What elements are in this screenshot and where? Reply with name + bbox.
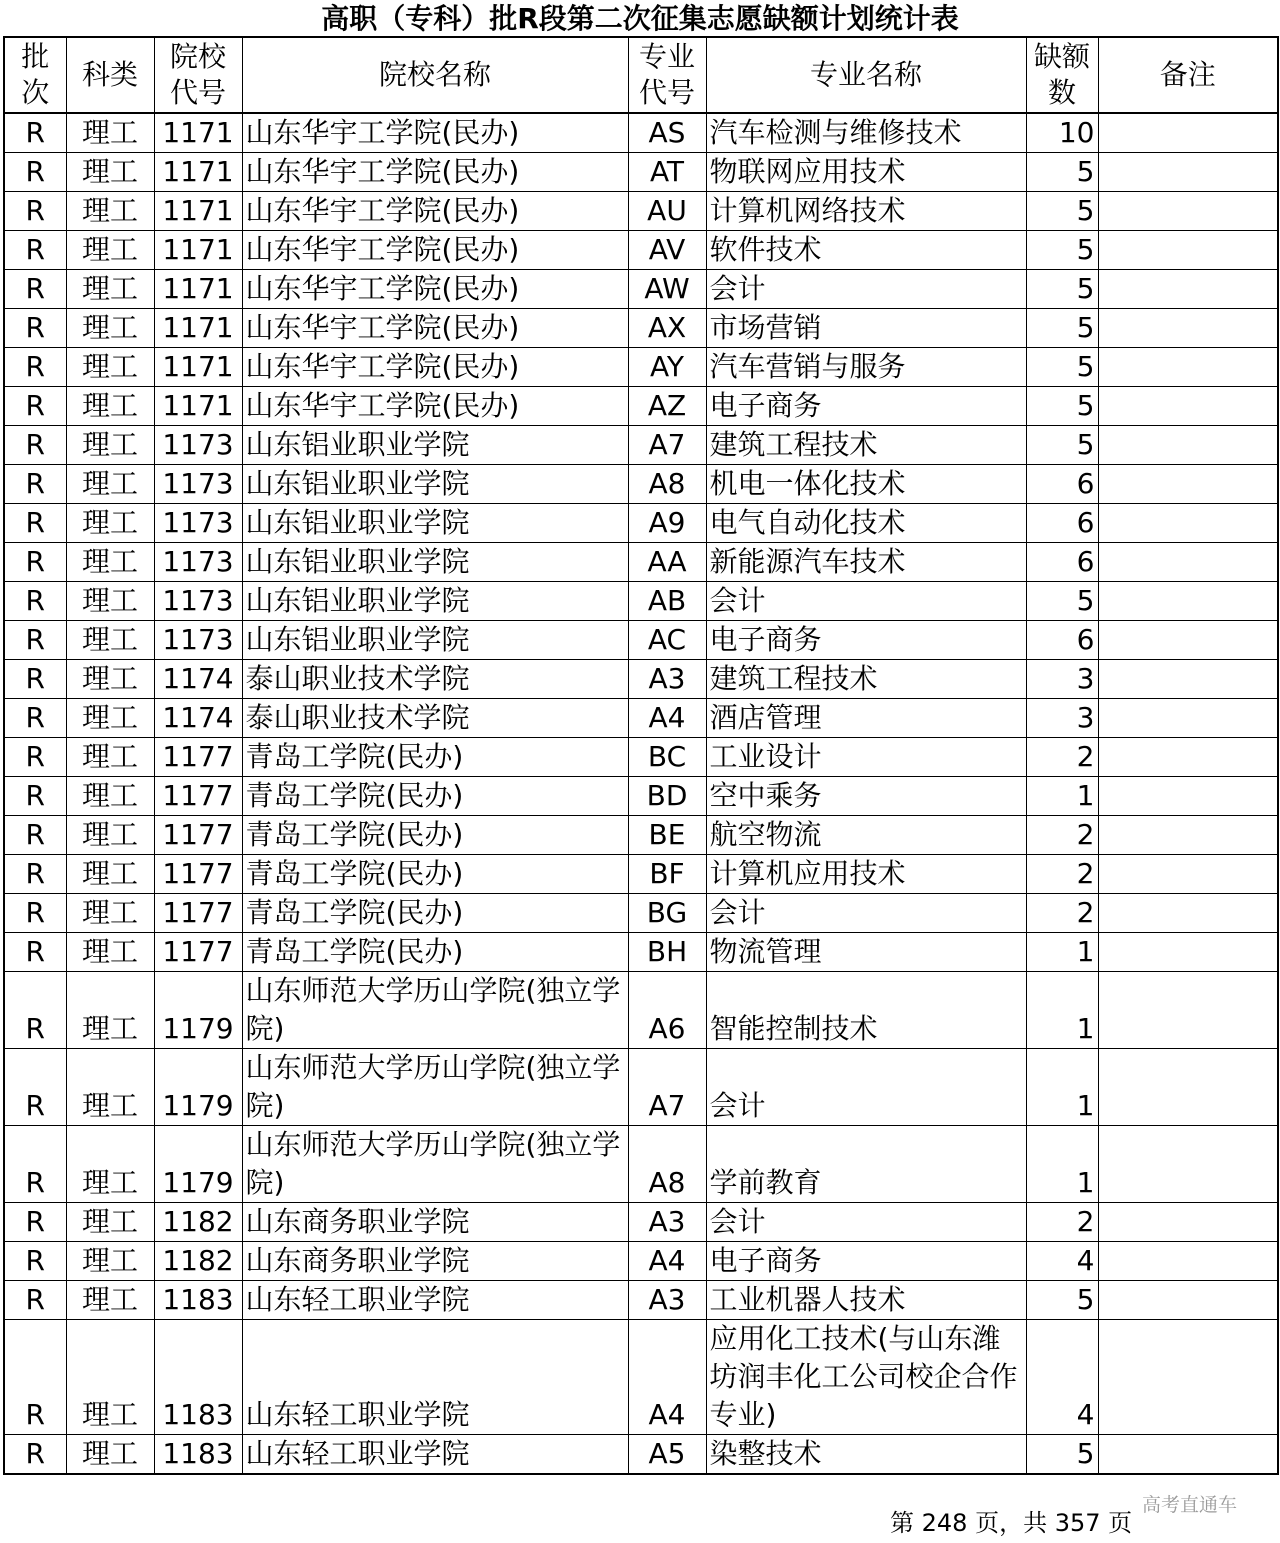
cell-batch: R <box>4 465 66 504</box>
cell-batch: R <box>4 1049 66 1126</box>
cell-major-code: AY <box>628 348 706 387</box>
cell-major-name: 电子商务 <box>706 387 1026 426</box>
cell-major-name: 会计 <box>706 1049 1026 1126</box>
cell-school-code: 1173 <box>154 504 242 543</box>
table-row <box>4 348 1278 387</box>
cell-school-name: 山东铝业职业学院 <box>242 426 628 465</box>
cell-major-code: AU <box>628 192 706 231</box>
cell-category: 理工 <box>66 1049 154 1126</box>
cell-major-code: AS <box>628 113 706 153</box>
cell-vacancies: 5 <box>1026 1281 1098 1320</box>
cell-vacancies: 6 <box>1026 504 1098 543</box>
cell-category: 理工 <box>66 660 154 699</box>
header-remarks: 备注 <box>1098 37 1278 113</box>
cell-batch: R <box>4 894 66 933</box>
cell-major-code: AW <box>628 270 706 309</box>
table-row <box>4 231 1278 270</box>
cell-school-code: 1171 <box>154 192 242 231</box>
cell-major-code: AX <box>628 309 706 348</box>
cell-vacancies: 5 <box>1026 231 1098 270</box>
cell-category: 理工 <box>66 309 154 348</box>
cell-vacancies: 5 <box>1026 309 1098 348</box>
cell-school-code: 1177 <box>154 738 242 777</box>
cell-remarks <box>1098 426 1278 465</box>
cell-category: 理工 <box>66 777 154 816</box>
table-row <box>4 1126 1278 1203</box>
cell-major-name: 汽车营销与服务 <box>706 348 1026 387</box>
cell-major-name: 空中乘务 <box>706 777 1026 816</box>
cell-batch: R <box>4 582 66 621</box>
cell-school-code: 1171 <box>154 348 242 387</box>
cell-vacancies: 1 <box>1026 972 1098 1049</box>
cell-major-code: A4 <box>628 1320 706 1435</box>
cell-batch: R <box>4 231 66 270</box>
cell-school-name: 泰山职业技术学院 <box>242 660 628 699</box>
table-body <box>4 113 1278 1474</box>
cell-remarks <box>1098 1203 1278 1242</box>
cell-major-name: 建筑工程技术 <box>706 426 1026 465</box>
cell-batch: R <box>4 504 66 543</box>
cell-major-name: 机电一体化技术 <box>706 465 1026 504</box>
cell-school-name: 山东轻工职业学院 <box>242 1320 628 1435</box>
cell-remarks <box>1098 465 1278 504</box>
cell-school-name: 山东轻工职业学院 <box>242 1435 628 1475</box>
cell-category: 理工 <box>66 933 154 972</box>
cell-remarks <box>1098 192 1278 231</box>
table-row <box>4 972 1278 1049</box>
cell-school-code: 1171 <box>154 309 242 348</box>
cell-vacancies: 2 <box>1026 894 1098 933</box>
cell-school-name: 山东铝业职业学院 <box>242 621 628 660</box>
cell-vacancies: 2 <box>1026 816 1098 855</box>
cell-major-name: 航空物流 <box>706 816 1026 855</box>
cell-major-name: 智能控制技术 <box>706 972 1026 1049</box>
table-row <box>4 270 1278 309</box>
cell-school-code: 1177 <box>154 777 242 816</box>
cell-school-name: 山东铝业职业学院 <box>242 465 628 504</box>
cell-remarks <box>1098 777 1278 816</box>
cell-major-code: AV <box>628 231 706 270</box>
cell-remarks <box>1098 621 1278 660</box>
cell-school-code: 1173 <box>154 621 242 660</box>
cell-school-name: 山东师范大学历山学院(独立学院) <box>242 1049 628 1126</box>
cell-major-code: A3 <box>628 1281 706 1320</box>
cell-school-name: 山东华宇工学院(民办) <box>242 309 628 348</box>
cell-major-name: 物联网应用技术 <box>706 153 1026 192</box>
cell-remarks <box>1098 816 1278 855</box>
cell-category: 理工 <box>66 153 154 192</box>
cell-vacancies: 2 <box>1026 738 1098 777</box>
table-row <box>4 1242 1278 1281</box>
cell-school-name: 山东商务职业学院 <box>242 1203 628 1242</box>
cell-batch: R <box>4 699 66 738</box>
cell-major-name: 计算机应用技术 <box>706 855 1026 894</box>
cell-batch: R <box>4 1203 66 1242</box>
cell-major-name: 市场营销 <box>706 309 1026 348</box>
cell-major-code: A8 <box>628 1126 706 1203</box>
cell-batch: R <box>4 816 66 855</box>
cell-vacancies: 10 <box>1026 113 1098 153</box>
table-row <box>4 621 1278 660</box>
cell-school-code: 1182 <box>154 1242 242 1281</box>
cell-major-name: 工业设计 <box>706 738 1026 777</box>
cell-school-name: 山东华宇工学院(民办) <box>242 348 628 387</box>
cell-major-code: BE <box>628 816 706 855</box>
cell-batch: R <box>4 348 66 387</box>
cell-major-name: 会计 <box>706 1203 1026 1242</box>
table-row <box>4 777 1278 816</box>
cell-vacancies: 5 <box>1026 426 1098 465</box>
cell-remarks <box>1098 1435 1278 1475</box>
cell-category: 理工 <box>66 543 154 582</box>
cell-batch: R <box>4 387 66 426</box>
table-row <box>4 894 1278 933</box>
cell-category: 理工 <box>66 1203 154 1242</box>
cell-remarks <box>1098 1281 1278 1320</box>
cell-batch: R <box>4 1320 66 1435</box>
cell-category: 理工 <box>66 192 154 231</box>
table-row <box>4 1049 1278 1126</box>
cell-category: 理工 <box>66 699 154 738</box>
cell-school-code: 1173 <box>154 426 242 465</box>
cell-category: 理工 <box>66 387 154 426</box>
cell-major-code: A6 <box>628 972 706 1049</box>
cell-vacancies: 6 <box>1026 543 1098 582</box>
table-row <box>4 192 1278 231</box>
cell-major-name: 会计 <box>706 582 1026 621</box>
cell-remarks <box>1098 972 1278 1049</box>
cell-vacancies: 5 <box>1026 582 1098 621</box>
cell-school-code: 1171 <box>154 387 242 426</box>
cell-school-code: 1177 <box>154 855 242 894</box>
cell-major-code: A3 <box>628 1203 706 1242</box>
cell-category: 理工 <box>66 426 154 465</box>
table-row <box>4 1203 1278 1242</box>
cell-category: 理工 <box>66 894 154 933</box>
table-row <box>4 699 1278 738</box>
cell-remarks <box>1098 543 1278 582</box>
cell-remarks <box>1098 387 1278 426</box>
cell-school-code: 1171 <box>154 113 242 153</box>
cell-major-code: BH <box>628 933 706 972</box>
cell-major-name: 电气自动化技术 <box>706 504 1026 543</box>
cell-vacancies: 4 <box>1026 1242 1098 1281</box>
cell-school-code: 1171 <box>154 231 242 270</box>
cell-school-code: 1171 <box>154 270 242 309</box>
cell-vacancies: 5 <box>1026 270 1098 309</box>
cell-vacancies: 5 <box>1026 153 1098 192</box>
cell-vacancies: 1 <box>1026 933 1098 972</box>
cell-vacancies: 6 <box>1026 465 1098 504</box>
header-row <box>4 37 1278 113</box>
table-row <box>4 660 1278 699</box>
cell-major-code: A7 <box>628 1049 706 1126</box>
cell-school-name: 山东华宇工学院(民办) <box>242 270 628 309</box>
cell-major-name: 酒店管理 <box>706 699 1026 738</box>
cell-batch: R <box>4 309 66 348</box>
cell-remarks <box>1098 582 1278 621</box>
cell-school-name: 山东铝业职业学院 <box>242 543 628 582</box>
header-major-name: 专业名称 <box>706 37 1026 113</box>
cell-major-code: A4 <box>628 1242 706 1281</box>
cell-school-name: 青岛工学院(民办) <box>242 816 628 855</box>
cell-category: 理工 <box>66 231 154 270</box>
cell-remarks <box>1098 348 1278 387</box>
cell-school-name: 山东轻工职业学院 <box>242 1281 628 1320</box>
cell-school-name: 泰山职业技术学院 <box>242 699 628 738</box>
cell-vacancies: 4 <box>1026 1320 1098 1435</box>
header-category: 科类 <box>66 37 154 113</box>
header-major-code: 专业代号 <box>628 37 706 113</box>
cell-major-name: 应用化工技术(与山东潍坊润丰化工公司校企合作专业) <box>706 1320 1026 1435</box>
cell-school-code: 1183 <box>154 1435 242 1475</box>
cell-major-code: AA <box>628 543 706 582</box>
table-row <box>4 738 1278 777</box>
cell-vacancies: 1 <box>1026 1126 1098 1203</box>
cell-major-code: A7 <box>628 426 706 465</box>
cell-batch: R <box>4 1281 66 1320</box>
cell-category: 理工 <box>66 582 154 621</box>
cell-school-code: 1179 <box>154 1049 242 1126</box>
cell-major-code: AB <box>628 582 706 621</box>
cell-batch: R <box>4 1435 66 1475</box>
cell-batch: R <box>4 426 66 465</box>
cell-major-code: A8 <box>628 465 706 504</box>
cell-vacancies: 5 <box>1026 348 1098 387</box>
cell-school-code: 1174 <box>154 699 242 738</box>
cell-category: 理工 <box>66 1320 154 1435</box>
cell-remarks <box>1098 894 1278 933</box>
cell-batch: R <box>4 777 66 816</box>
cell-vacancies: 2 <box>1026 855 1098 894</box>
page-number: 第 248 页，共 357 页 <box>890 1509 1133 1537</box>
cell-major-name: 新能源汽车技术 <box>706 543 1026 582</box>
cell-remarks <box>1098 270 1278 309</box>
cell-school-name: 山东华宇工学院(民办) <box>242 113 628 153</box>
cell-category: 理工 <box>66 504 154 543</box>
table-row <box>4 933 1278 972</box>
cell-major-code: AZ <box>628 387 706 426</box>
cell-school-name: 青岛工学院(民办) <box>242 933 628 972</box>
cell-remarks <box>1098 660 1278 699</box>
table-row <box>4 426 1278 465</box>
cell-school-name: 青岛工学院(民办) <box>242 738 628 777</box>
cell-batch: R <box>4 543 66 582</box>
cell-vacancies: 1 <box>1026 777 1098 816</box>
watermark-text: 高考直通车 <box>1142 1494 1238 1516</box>
cell-batch: R <box>4 153 66 192</box>
cell-school-code: 1173 <box>154 465 242 504</box>
cell-major-code: BF <box>628 855 706 894</box>
cell-major-code: A3 <box>628 660 706 699</box>
cell-school-name: 青岛工学院(民办) <box>242 894 628 933</box>
cell-major-name: 电子商务 <box>706 621 1026 660</box>
cell-batch: R <box>4 933 66 972</box>
cell-major-code: A9 <box>628 504 706 543</box>
cell-vacancies: 6 <box>1026 621 1098 660</box>
cell-vacancies: 3 <box>1026 699 1098 738</box>
cell-school-code: 1177 <box>154 933 242 972</box>
cell-school-name: 青岛工学院(民办) <box>242 777 628 816</box>
cell-school-code: 1182 <box>154 1203 242 1242</box>
cell-batch: R <box>4 660 66 699</box>
cell-remarks <box>1098 113 1278 153</box>
table-row <box>4 543 1278 582</box>
cell-batch: R <box>4 113 66 153</box>
cell-remarks <box>1098 1049 1278 1126</box>
cell-category: 理工 <box>66 738 154 777</box>
cell-school-name: 青岛工学院(民办) <box>242 855 628 894</box>
cell-remarks <box>1098 1242 1278 1281</box>
cell-batch: R <box>4 1126 66 1203</box>
table-row <box>4 1435 1278 1475</box>
cell-category: 理工 <box>66 1242 154 1281</box>
cell-category: 理工 <box>66 348 154 387</box>
cell-major-name: 会计 <box>706 270 1026 309</box>
cell-school-name: 山东师范大学历山学院(独立学院) <box>242 972 628 1049</box>
cell-batch: R <box>4 270 66 309</box>
cell-category: 理工 <box>66 1435 154 1475</box>
cell-major-code: BC <box>628 738 706 777</box>
cell-school-name: 山东华宇工学院(民办) <box>242 231 628 270</box>
cell-category: 理工 <box>66 1281 154 1320</box>
cell-school-name: 山东师范大学历山学院(独立学院) <box>242 1126 628 1203</box>
cell-category: 理工 <box>66 621 154 660</box>
cell-school-code: 1174 <box>154 660 242 699</box>
cell-school-name: 山东华宇工学院(民办) <box>242 153 628 192</box>
cell-school-code: 1171 <box>154 153 242 192</box>
cell-major-code: BD <box>628 777 706 816</box>
cell-major-code: A5 <box>628 1435 706 1475</box>
cell-vacancies: 5 <box>1026 192 1098 231</box>
header-batch: 批次 <box>4 37 66 113</box>
table-row <box>4 504 1278 543</box>
cell-remarks <box>1098 738 1278 777</box>
cell-major-name: 软件技术 <box>706 231 1026 270</box>
cell-school-code: 1183 <box>154 1281 242 1320</box>
cell-major-code: A4 <box>628 699 706 738</box>
cell-category: 理工 <box>66 113 154 153</box>
cell-remarks <box>1098 1126 1278 1203</box>
cell-remarks <box>1098 699 1278 738</box>
cell-major-code: BG <box>628 894 706 933</box>
cell-school-name: 山东华宇工学院(民办) <box>242 192 628 231</box>
table-row <box>4 1281 1278 1320</box>
cell-major-name: 工业机器人技术 <box>706 1281 1026 1320</box>
cell-batch: R <box>4 192 66 231</box>
cell-major-code: AT <box>628 153 706 192</box>
cell-school-code: 1173 <box>154 543 242 582</box>
cell-category: 理工 <box>66 270 154 309</box>
cell-major-name: 汽车检测与维修技术 <box>706 113 1026 153</box>
cell-vacancies: 3 <box>1026 660 1098 699</box>
cell-batch: R <box>4 855 66 894</box>
cell-major-name: 会计 <box>706 894 1026 933</box>
table-row <box>4 1320 1278 1435</box>
cell-remarks <box>1098 933 1278 972</box>
cell-remarks <box>1098 504 1278 543</box>
cell-major-code: AC <box>628 621 706 660</box>
table-row <box>4 113 1278 153</box>
cell-vacancies: 5 <box>1026 387 1098 426</box>
cell-remarks <box>1098 231 1278 270</box>
cell-school-code: 1179 <box>154 972 242 1049</box>
table-row <box>4 465 1278 504</box>
cell-batch: R <box>4 972 66 1049</box>
cell-vacancies: 2 <box>1026 1203 1098 1242</box>
cell-major-name: 建筑工程技术 <box>706 660 1026 699</box>
cell-category: 理工 <box>66 1126 154 1203</box>
header-school-code: 院校代号 <box>154 37 242 113</box>
cell-remarks <box>1098 153 1278 192</box>
cell-category: 理工 <box>66 465 154 504</box>
cell-batch: R <box>4 738 66 777</box>
vacancy-table <box>3 36 1279 1475</box>
cell-remarks <box>1098 309 1278 348</box>
table-row <box>4 582 1278 621</box>
table-row <box>4 855 1278 894</box>
header-vacancies: 缺额数 <box>1026 37 1098 113</box>
table-row <box>4 309 1278 348</box>
cell-major-name: 染整技术 <box>706 1435 1026 1475</box>
cell-school-code: 1173 <box>154 582 242 621</box>
cell-major-name: 电子商务 <box>706 1242 1026 1281</box>
table-row <box>4 153 1278 192</box>
cell-school-name: 山东华宇工学院(民办) <box>242 387 628 426</box>
cell-vacancies: 5 <box>1026 1435 1098 1475</box>
cell-remarks <box>1098 1320 1278 1435</box>
cell-major-name: 学前教育 <box>706 1126 1026 1203</box>
cell-school-code: 1179 <box>154 1126 242 1203</box>
cell-school-name: 山东铝业职业学院 <box>242 582 628 621</box>
cell-major-name: 物流管理 <box>706 933 1026 972</box>
cell-school-name: 山东铝业职业学院 <box>242 504 628 543</box>
cell-major-name: 计算机网络技术 <box>706 192 1026 231</box>
cell-vacancies: 1 <box>1026 1049 1098 1126</box>
cell-category: 理工 <box>66 816 154 855</box>
cell-batch: R <box>4 1242 66 1281</box>
table-row <box>4 816 1278 855</box>
cell-batch: R <box>4 621 66 660</box>
page-title: 高职（专科）批R段第二次征集志愿缺额计划统计表 <box>321 2 959 35</box>
cell-remarks <box>1098 855 1278 894</box>
cell-category: 理工 <box>66 972 154 1049</box>
cell-school-code: 1183 <box>154 1320 242 1435</box>
cell-school-code: 1177 <box>154 816 242 855</box>
cell-category: 理工 <box>66 855 154 894</box>
header-school-name: 院校名称 <box>242 37 628 113</box>
cell-school-code: 1177 <box>154 894 242 933</box>
cell-school-name: 山东商务职业学院 <box>242 1242 628 1281</box>
table-row <box>4 387 1278 426</box>
